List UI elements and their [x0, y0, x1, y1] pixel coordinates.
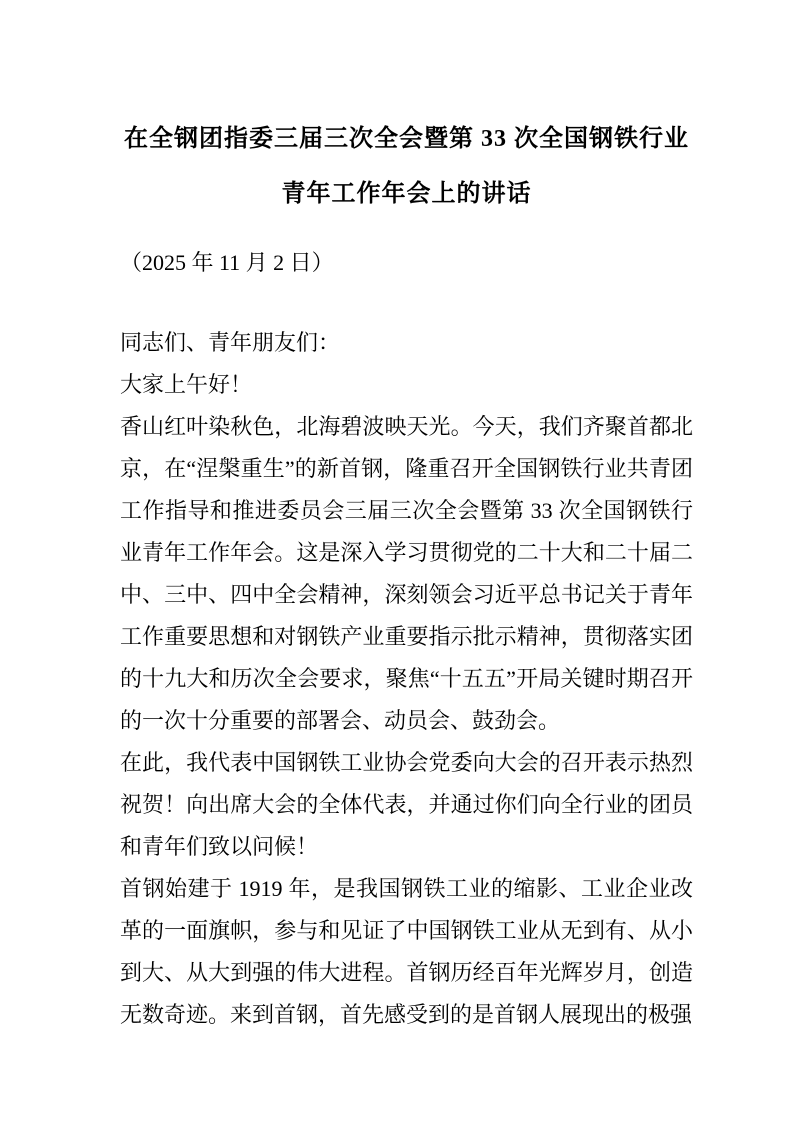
paragraph-salutation: 同志们、青年朋友们： [120, 330, 341, 355]
title-line-1: 在全钢团指委三届三次全会暨第 33 次全国钢铁行业 [124, 126, 689, 152]
document-date: （2025 年 11 月 2 日） [120, 250, 334, 275]
paragraph-opening: 香山红叶染秋色，北海碧波映天光。今天，我们齐聚首都北京，在“涅槃重生”的新首钢，隆重召开全国钢铁行业共青团工作指导和推进委员会三届三次全会暨第 33 次全国钢铁行业青年工作年会。这是深入学习贯彻党的二十大和二十届二中、三中、四中全会精神，深刻领会习近平总书记关于青年工作重要思想和对钢铁产业重要指示批示精神，贯彻落实团的十九大和历次全会要求，聚焦“十五五”开局关键时期召开的一次十分重要的部署会、动员会、鼓劲会。 [120, 414, 693, 733]
paragraph-greeting: 大家上午好！ [120, 372, 253, 397]
document-body [120, 322, 693, 1036]
document-title [120, 112, 693, 222]
title-line-2: 青年工作年会上的讲话 [281, 181, 532, 207]
paragraph-shougang-history: 首钢始建于 1919 年，是我国钢铁工业的缩影、工业企业改革的一面旗帜，参与和见证了中国钢铁工业从无到有、从小到大、从大到强的伟大进程。首钢历经百年光辉岁月，创造无数奇迹。来到首钢，首先感受到的是首钢人展现出的极强 [120, 876, 693, 1027]
paragraph-congratulations: 在此，我代表中国钢铁工业协会党委向大会的召开表示热烈祝贺！向出席大会的全体代表，并通过你们向全行业的团员和青年们致以问候！ [120, 750, 693, 859]
